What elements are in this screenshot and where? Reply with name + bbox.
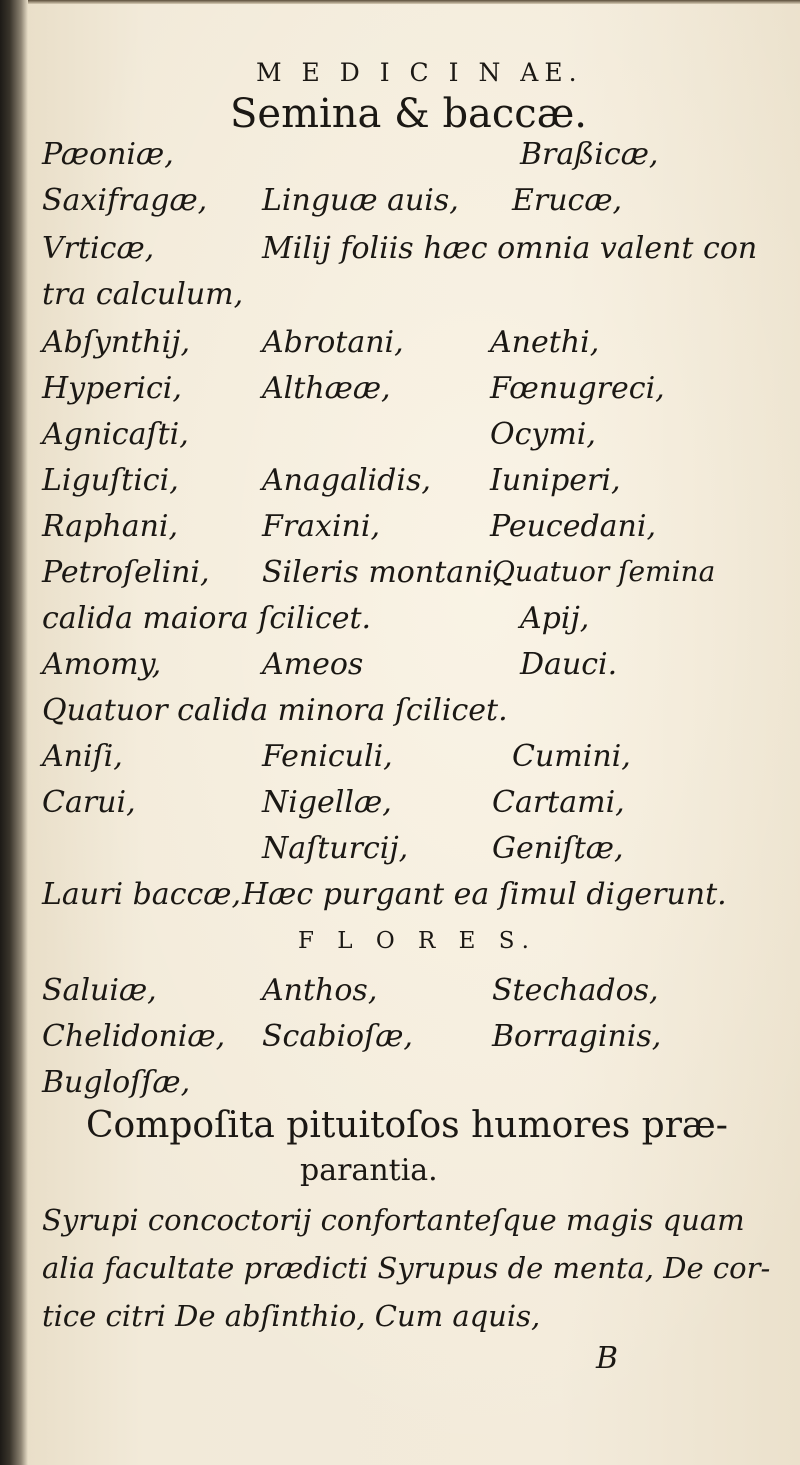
entry-apij: Apij, <box>520 601 590 636</box>
entry-borraginis: Borraginis, <box>492 1019 662 1054</box>
entry-milij-note: Milij foliis hæc omnia valent con <box>262 231 758 266</box>
paragraph-line-2: alia facultate prædicti Syrupus de menta, De cor- <box>42 1251 771 1285</box>
entry-hyperici: Hyperici, <box>42 371 182 406</box>
entry-quatuor-semina: Quatuor ſemina <box>492 555 716 588</box>
section-title-composita: Compoſita pituitoſos humores præ- <box>86 1105 728 1146</box>
entry-nigellae: Nigellæ, <box>262 785 392 820</box>
entry-carui: Carui, <box>42 785 136 820</box>
running-head: M E D I C I N AE. <box>256 58 583 87</box>
entry-calida-minora: Quatuor calida minora ſcilicet. <box>42 693 508 728</box>
section-title-semina: Semina & baccæ. <box>230 91 588 137</box>
entry-foenugreci: Fœnugreci, <box>490 371 665 406</box>
entry-tra-calculum: tra calculum, <box>42 277 244 312</box>
entry-anethi: Anethi, <box>490 325 600 360</box>
paragraph-line-1: Syrupi concoctorij confortanteſque magis quam <box>42 1203 745 1237</box>
entry-lauri-baccae: Lauri baccæ, <box>42 877 242 912</box>
entry-ameos: Ameos <box>262 647 364 682</box>
entry-saluiae: Saluiæ, <box>42 973 157 1008</box>
entry-genistae: Geniſtæ, <box>492 831 624 866</box>
entry-altheae: Althææ, <box>262 371 391 406</box>
entry-anthos: Anthos, <box>262 973 378 1008</box>
entry-cumini: Cumini, <box>512 739 631 774</box>
entry-anagalidis: Anagalidis, <box>262 463 431 498</box>
entry-amomy: Amomy, <box>42 647 162 682</box>
entry-stechados: Stechados, <box>492 973 659 1008</box>
signature-mark: B <box>596 1341 619 1376</box>
entry-fraxini: Fraxini, <box>262 509 381 544</box>
entry-vrticae: Vrticæ, <box>42 231 155 266</box>
entry-scabiosae: Scabioſæ, <box>262 1019 413 1054</box>
entry-sileris-montani: Sileris montani, <box>262 555 503 590</box>
entry-calida-maiora: calida maiora ſcilicet. <box>42 601 372 636</box>
entry-nasturcij: Naſturcij, <box>262 831 409 866</box>
entry-ligustici: Liguſtici, <box>42 463 179 498</box>
entry-ocymi: Ocymi, <box>490 417 596 452</box>
entry-agnicasti: Agnicaſti, <box>42 417 189 452</box>
entry-abrotani: Abrotani, <box>262 325 404 360</box>
entry-haec-purgant: Hæc purgant ea ſimul digerunt. <box>242 877 727 912</box>
entry-paeoniae: Pæoniæ, <box>42 137 174 172</box>
entry-raphani: Raphani, <box>42 509 179 544</box>
entry-dauci: Dauci. <box>520 647 618 682</box>
entry-brassicae: Braßicæ, <box>520 137 659 172</box>
page-top-edge <box>28 0 800 4</box>
entry-iuniperi: Iuniperi, <box>490 463 621 498</box>
binding-gutter <box>0 0 28 1465</box>
entry-cartami: Cartami, <box>492 785 625 820</box>
entry-petroselini: Petroſelini, <box>42 555 210 590</box>
entry-absynthij: Abſynthij, <box>42 325 191 360</box>
entry-feniculi: Feniculi, <box>262 739 393 774</box>
section-title-composita-cont: parantia. <box>300 1153 438 1188</box>
section-title-flores: F L O R E S. <box>298 928 537 954</box>
entry-peucedani: Peucedani, <box>490 509 657 544</box>
entry-chelidoniae: Chelidoniæ, <box>42 1019 226 1054</box>
entry-saxifragae: Saxifragæ, <box>42 183 208 218</box>
entry-linguae-auis: Linguæ auis, <box>262 183 459 218</box>
entry-anisi: Aniſi, <box>42 739 123 774</box>
entry-erucae: Erucæ, <box>512 183 623 218</box>
entry-buglossae: Bugloſſæ, <box>42 1065 191 1100</box>
paragraph-line-3: tice citri De abſinthio, Cum aquis, <box>42 1299 541 1333</box>
